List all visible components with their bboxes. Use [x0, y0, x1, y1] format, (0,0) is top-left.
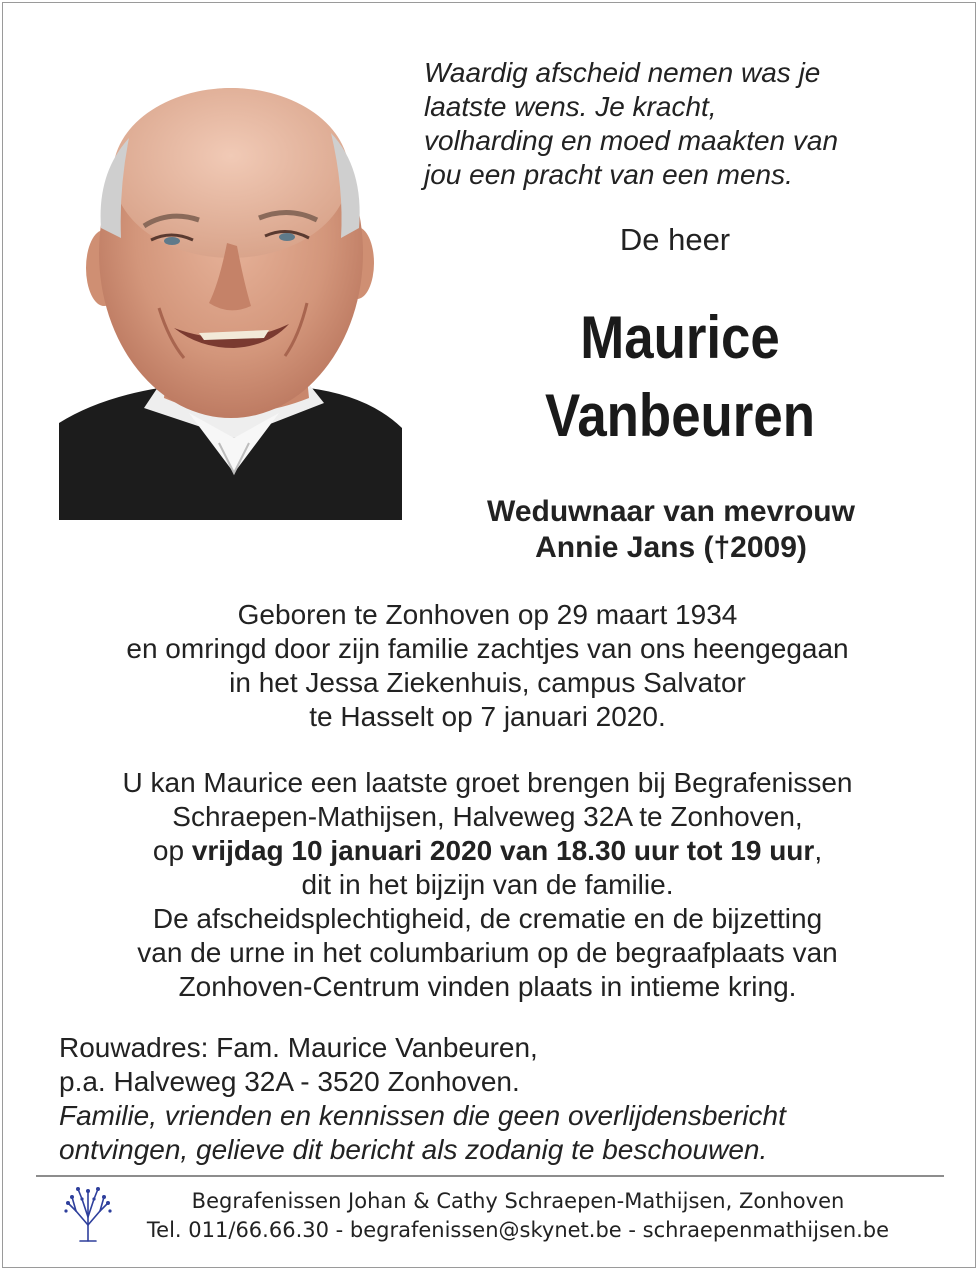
widower-line: Annie Jans (†2009) [535, 531, 807, 564]
portrait-photo [59, 78, 402, 520]
note-line: Familie, vrienden en kennissen die geen overlijdensbericht [59, 1100, 786, 1131]
address-line: p.a. Halveweg 32A - 3520 Zonhoven. [59, 1066, 520, 1097]
funeral-home-name: Begrafenissen Johan & Cathy Schraepen-Mathijsen, Zonhoven [191, 1189, 845, 1213]
funeral-home-contact: Tel. 011/66.66.30 - begrafenissen@skynet.be - schraepenmathijsen.be [146, 1218, 890, 1242]
footer-divider [36, 1175, 944, 1177]
honorific: De heer [619, 222, 731, 257]
visit-prefix: op [152, 835, 192, 866]
deceased-first-name: Maurice [580, 304, 780, 371]
visit-suffix: , [814, 835, 823, 866]
note-line: ontvingen, gelieve dit bericht als zodanig te beschouwen. [59, 1134, 768, 1165]
visit-line: Schraepen-Mathijsen, Halveweg 32A te Zonhoven, [172, 801, 803, 832]
visit-line: U kan Maurice een laatste groet brengen bij Begrafenissen [122, 767, 853, 798]
detail-line: en omringd door zijn familie zachtjes van ons heengegaan [126, 633, 849, 664]
tree-logo-icon [62, 1185, 114, 1243]
widower-of [430, 494, 912, 566]
poem-line: volharding en moed maakten van [424, 125, 839, 156]
detail-line: te Hasselt op 7 januari 2020. [309, 701, 666, 732]
address-line: Rouwadres: Fam. Maurice Vanbeuren, [59, 1032, 538, 1063]
visit-datetime: vrijdag 10 januari 2020 van 18.30 uur tot 19 uur [191, 835, 815, 866]
funeral-home-footer [118, 1187, 918, 1245]
birth-death-details [40, 598, 935, 734]
poem [424, 56, 944, 192]
visit-line: Zonhoven-Centrum vinden plaats in intieme kring. [178, 971, 797, 1002]
visit-line: dit in het bijzijn van de familie. [301, 869, 674, 900]
poem-line: jou een pracht van een mens. [424, 159, 793, 190]
detail-line: Geboren te Zonhoven op 29 maart 1934 [237, 599, 738, 630]
poem-line: laatste wens. Je kracht, [424, 91, 717, 122]
notice-disclaimer [59, 1099, 786, 1167]
poem-line: Waardig afscheid nemen was je [424, 57, 821, 88]
mourning-address [59, 1031, 538, 1099]
visit-datetime-line [40, 834, 935, 868]
visit-line: De afscheidsplechtigheid, de crematie en de bijzetting [152, 903, 823, 934]
deceased-last-name: Vanbeuren [545, 382, 815, 449]
visit-line: van de urne in het columbarium op de begraafplaats van [137, 937, 838, 968]
detail-line: in het Jessa Ziekenhuis, campus Salvator [229, 667, 746, 698]
widower-line: Weduwnaar van mevrouw [487, 495, 855, 528]
visitation-details [40, 766, 935, 1004]
